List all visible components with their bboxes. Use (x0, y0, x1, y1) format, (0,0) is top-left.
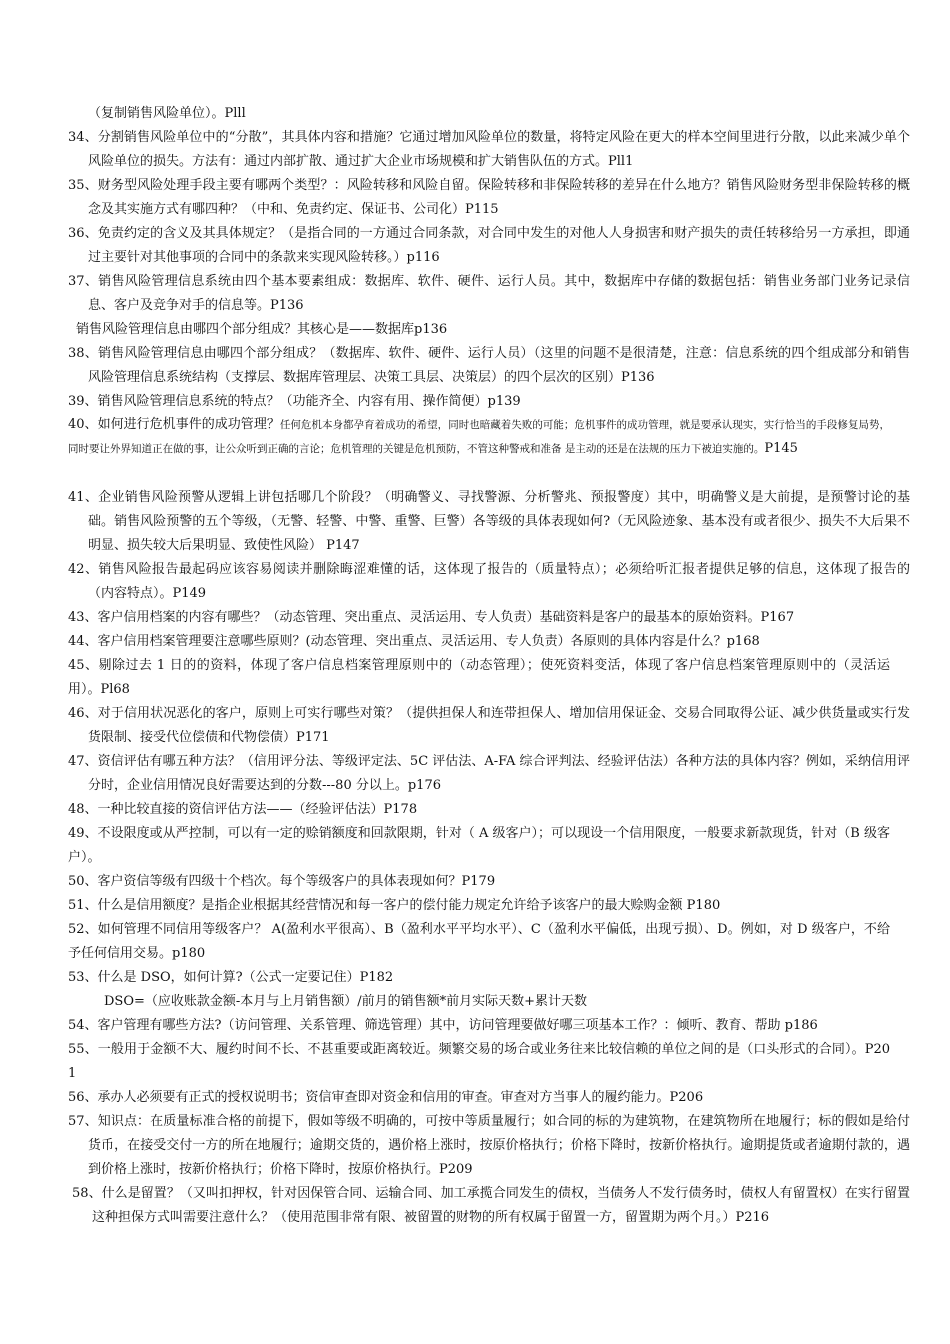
paragraph-q54: 54、客户管理有哪些方法?（访问管理、关系管理、筛选管理）其中，访问管理要做好哪三项基本工作？：倾听、教育、帮助 p186 (68, 1018, 818, 1033)
paragraph-q44: 44、客户信用档案管理要注意哪些原则？(动态管理、突出重点、灵活运用、专人负责）各原则的具体内容是什么？p168 (68, 634, 760, 649)
paragraph-q42: 42、销售风险报告最起码应该容易阅读并删除晦涩难懂的话，这体现了报告的（质量特点）；必须给听汇报者提供足够的信息，这体现了报告的（内容特点）。P149 (68, 562, 910, 601)
q40-page-ref: P145 (764, 441, 798, 456)
paragraph-q43: 43、客户信用档案的内容有哪些？（动态管理、突出重点、灵活运用、专人负责）基础资料是客户的最基本的原始资料。P167 (68, 610, 795, 625)
paragraph-intro: （复制销售风险单位）。Plll (88, 106, 246, 121)
paragraph-q39: 39、销售风险管理信息系统的特点？（功能齐全、内容有用、操作简便）p139 (68, 394, 521, 409)
paragraph-q52: 52、如何管理不同信用等级客户？ A(盈利水平很高）、B（盈利水平平均水平）、C（盈利水平偏低，出现亏损）、D。例如，对 D 级客户，不给予任何信用交易。p180 (68, 922, 890, 961)
paragraph-q37: 37、销售风险管理信息系统由四个基本要素组成：数据库、软件、硬件、运行人员。其中，数据库中存储的数据包括：销售业务部门业务记录信息、客户及竞争对手的信息等。P136 (68, 274, 910, 313)
paragraph-q58: 58、什么是留置？（又叫扣押权，针对因保管合同、运输合同、加工承揽合同发生的债权，当债务人不发行债务时，债权人有留置权）在实行留置这种担保方式叫需要注意什么？（使用范围非常有限、被留置的财物的所有权属于留置一方，留置期为两个月。）P216 (72, 1186, 910, 1225)
paragraph-q57: 57、知识点：在质量标准合格的前提下，假如等级不明确的，可按中等质量履行；如合同的标的为建筑物，在建筑物所在地履行；标的假如是给付货币，在接受交付一方的所在地履行；逾期交货的，遇价格上涨时，按原价格执行；价格下降时，按新价格执行。逾期提货或者逾期付款的，遇到价格上涨时，按新价格执行；价格下降时，按原价格执行。P209 (68, 1114, 910, 1177)
paragraph-q45: 45、剔除过去 1 日的的资料，体现了客户信息档案管理原则中的（动态管理）；使死资料变活，体现了客户信息档案管理原则中的（灵活运用）。Pl68 (68, 658, 890, 697)
q40-question: 40、如何进行危机事件的成功管理？ (68, 417, 280, 432)
paragraph-q48: 48、一种比较直接的资信评估方法——（经验评估法）P178 (68, 802, 418, 817)
paragraph-q56: 56、承办人必须要有正式的授权说明书；资信审查即对资金和信用的审查。审查对方当事人的履约能力。P206 (68, 1090, 704, 1105)
paragraph-q50: 50、客户资信等级有四级十个档次。每个等级客户的具体表现如何？P179 (68, 874, 496, 889)
paragraph-q47: 47、资信评估有哪五种方法？（信用评分法、等级评定法、5C 评估法、A-FA 综合评判法、经验评估法）各种方法的具体内容？例如，采纳信用评分时，企业信用情况良好需要达到的分数---80 分以上。p176 (68, 754, 910, 793)
paragraph-q35: 35、财务型风险处理手段主要有哪两个类型？：风险转移和风险自留。保险转移和非保险转移的差异在什么地方？销售风险财务型非保险转移的概念及其实施方式有哪四种？（中和、免责约定、保证书、公司化）P115 (68, 178, 910, 217)
paragraph-q37-note: 销售风险管理信息由哪四个部分组成？其核心是——数据库p136 (76, 322, 448, 337)
paragraph-q55: 55、一般用于金额不大、履约时间不长、不甚重要或距离较近。频繁交易的场合或业务往来比较信赖的单位之间的是（口头形式的合同）。P201 (68, 1042, 890, 1081)
paragraph-q34: 34、分割销售风险单位中的“分散”，其具体内容和措施？它通过增加风险单位的数量，将特定风险在更大的样本空间里进行分散，以此来减少单个风险单位的损失。方法有：通过内部扩散、通过扩大企业市场规模和扩大销售队伍的方式。Pll1 (68, 130, 910, 169)
paragraph-q38: 38、销售风险管理信息由哪四个部分组成？（数据库、软件、硬件、运行人员）（这里的问题不是很清楚，注意：信息系统的四个组成部分和销售风险管理信息系统结构（支撑层、数据库管理层、决策工具层、决策层）的四个层次的区别）P136 (68, 346, 910, 385)
paragraph-q49: 49、不设限度或从严控制，可以有一定的赊销额度和回款限期，针对（ A 级客户）；可以现设一个信用限度，一般要求新款现货，针对（B 级客户）。 (68, 826, 890, 865)
dso-formula: DSO=（应收账款金额-本月与上月销售额）/前月的销售额*前月实际天数+累计天数 (104, 994, 588, 1009)
paragraph-q41: 41、企业销售风险预警从逻辑上讲包括哪几个阶段？（明确警义、寻找警源、分析警兆、预报警度）其中，明确警义是大前提，是预警讨论的基础。销售风险预警的五个等级，（无警、轻警、中警、重警、巨警）各等级的具体表现如何?（无风险迹象、基本没有或者很少、损失不大后果不明显、损失较大后果明显、致使性风险） P147 (68, 490, 910, 553)
paragraph-q51: 51、什么是信用额度？是指企业根据其经营情况和每一客户的偿付能力规定允许给予该客户的最大赊购金额 P180 (68, 898, 721, 913)
paragraph-q36: 36、免责约定的含义及其具体规定？（是指合同的一方通过合同条款，对合同中发生的对他人人身损害和财产损失的责任转移给另一方承担，即通过主要针对其他事项的合同中的条款来实现风险转移。）p116 (68, 226, 910, 265)
paragraph-q40 (68, 413, 890, 461)
paragraph-q46: 46、对于信用状况恶化的客户，原则上可实行哪些对策？（提供担保人和连带担保人、增加信用保证金、交易合同取得公证、减少供货量或实行发货限制、接受代位偿债和代物偿债）P171 (68, 706, 910, 745)
q40-answer: 任何危机本身都孕育着成功的希望，同时也暗藏着失败的可能；危机事件的成功管理，就是要承认现实，实行恰当的手段修复局势，同时要让外界知道正在做的事，让公众听到正确的言论；危机管理的关键是危机预防，不管这种警戒和准备 是主动的还是在法规的压力下被迫实施的。 (68, 419, 891, 455)
paragraph-q53: 53、什么是 DSO，如何计算?（公式一定要记住）P182 (68, 970, 394, 985)
